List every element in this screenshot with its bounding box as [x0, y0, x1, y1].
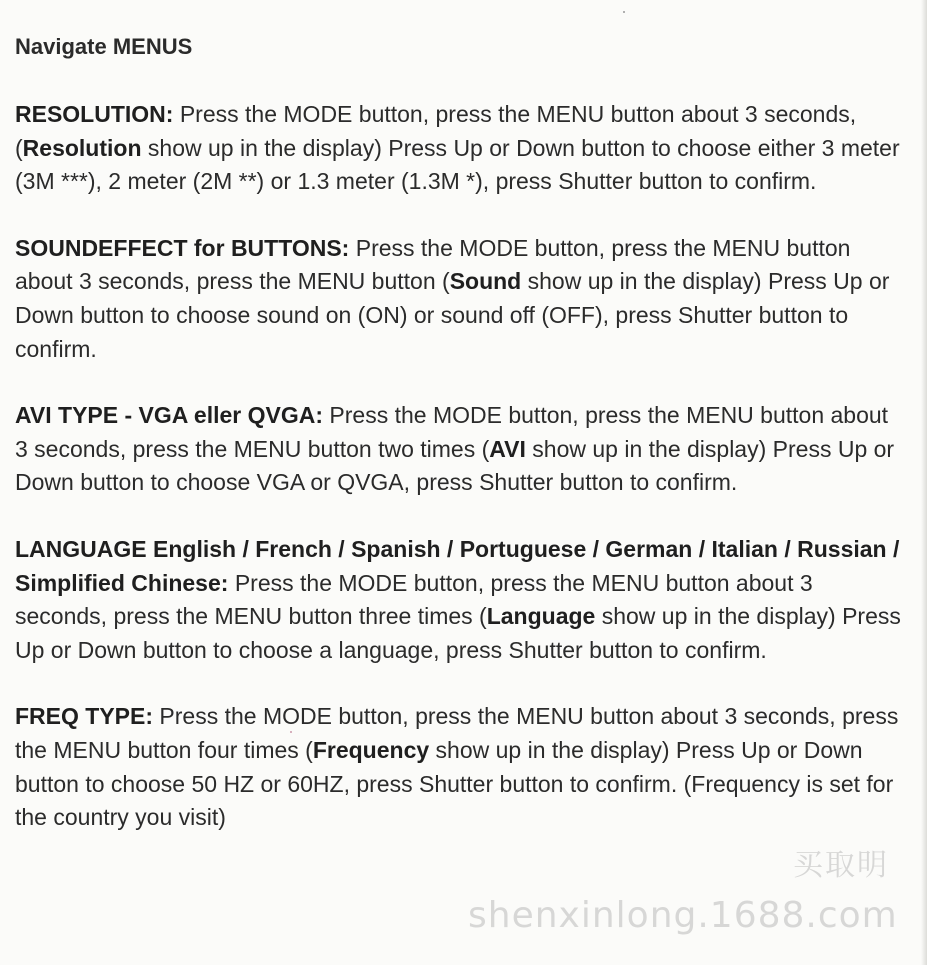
section-label: RESOLUTION:	[15, 101, 174, 127]
section-avi-type	[15, 399, 905, 500]
section-soundeffect	[15, 232, 905, 366]
section-text: Press the MODE button, press the MENU button about 3 seconds, press the MENU button (	[15, 234, 851, 295]
section-text: show up in the display) Press Up or Down button to choose sound on (ON) or sound off (OFF), press Shutter button to confirm.	[15, 268, 890, 362]
paper-speck	[623, 11, 625, 13]
section-label: LANGUAGE English / French / Spanish / Portuguese / German / Italian / Russian / Simplified Chinese:	[15, 535, 900, 596]
menu-keyword: Frequency	[312, 736, 430, 763]
page-title: Navigate MENUS	[15, 34, 193, 59]
spacer	[15, 64, 905, 98]
section-label: SOUNDEFFECT for BUTTONS:	[15, 234, 350, 261]
section-text: show up in the display) Press Up or Down button to choose either 3 meter (3M ***), 2 meter (2M **) or 1.3 meter (1.3M *), press Shutter button to confirm.	[15, 134, 900, 195]
section-label: AVI TYPE - VGA eller QVGA:	[15, 402, 324, 429]
menu-keyword: Language	[486, 603, 596, 630]
spacer	[15, 500, 905, 533]
watermark-url: shenxinlong.1688.com	[468, 895, 898, 936]
section-freq-type	[15, 700, 905, 834]
section-text: Press the MODE button, press the MENU button about 3 seconds, press the MENU button two times (	[15, 402, 889, 462]
section-text: Press the MODE button, press the MENU button about 3 seconds, press the MENU button three times (	[15, 569, 813, 630]
section-label: FREQ TYPE:	[15, 703, 154, 730]
manual-page	[15, 30, 905, 835]
section-text: Press the MODE button, press the MENU button about 3 seconds, press the MENU button four times (	[15, 703, 899, 763]
menu-keyword: Sound	[449, 268, 522, 295]
menu-keyword: Resolution	[22, 134, 142, 161]
section-text: show up in the display) Press Up or Down button to choose 50 HZ or 60HZ, press Shutter button to confirm. (Frequency is set for the country you visit)	[15, 736, 894, 831]
page-edge-shadow	[921, 0, 927, 965]
watermark-chinese: 买取明	[793, 848, 889, 883]
spacer	[15, 667, 905, 700]
spacer	[15, 199, 905, 232]
section-text: show up in the display) Press Up or Down button to choose VGA or QVGA, press Shutter button to confirm.	[15, 435, 895, 496]
menu-keyword: AVI	[489, 435, 526, 462]
section-language	[15, 533, 905, 667]
section-text: show up in the display) Press Up or Down button to choose a language, press Shutter button to confirm.	[15, 603, 901, 663]
section-text: Press the MODE button, press the MENU button about 3 seconds, (	[15, 101, 857, 161]
spacer	[15, 366, 905, 399]
section-resolution	[15, 98, 905, 199]
